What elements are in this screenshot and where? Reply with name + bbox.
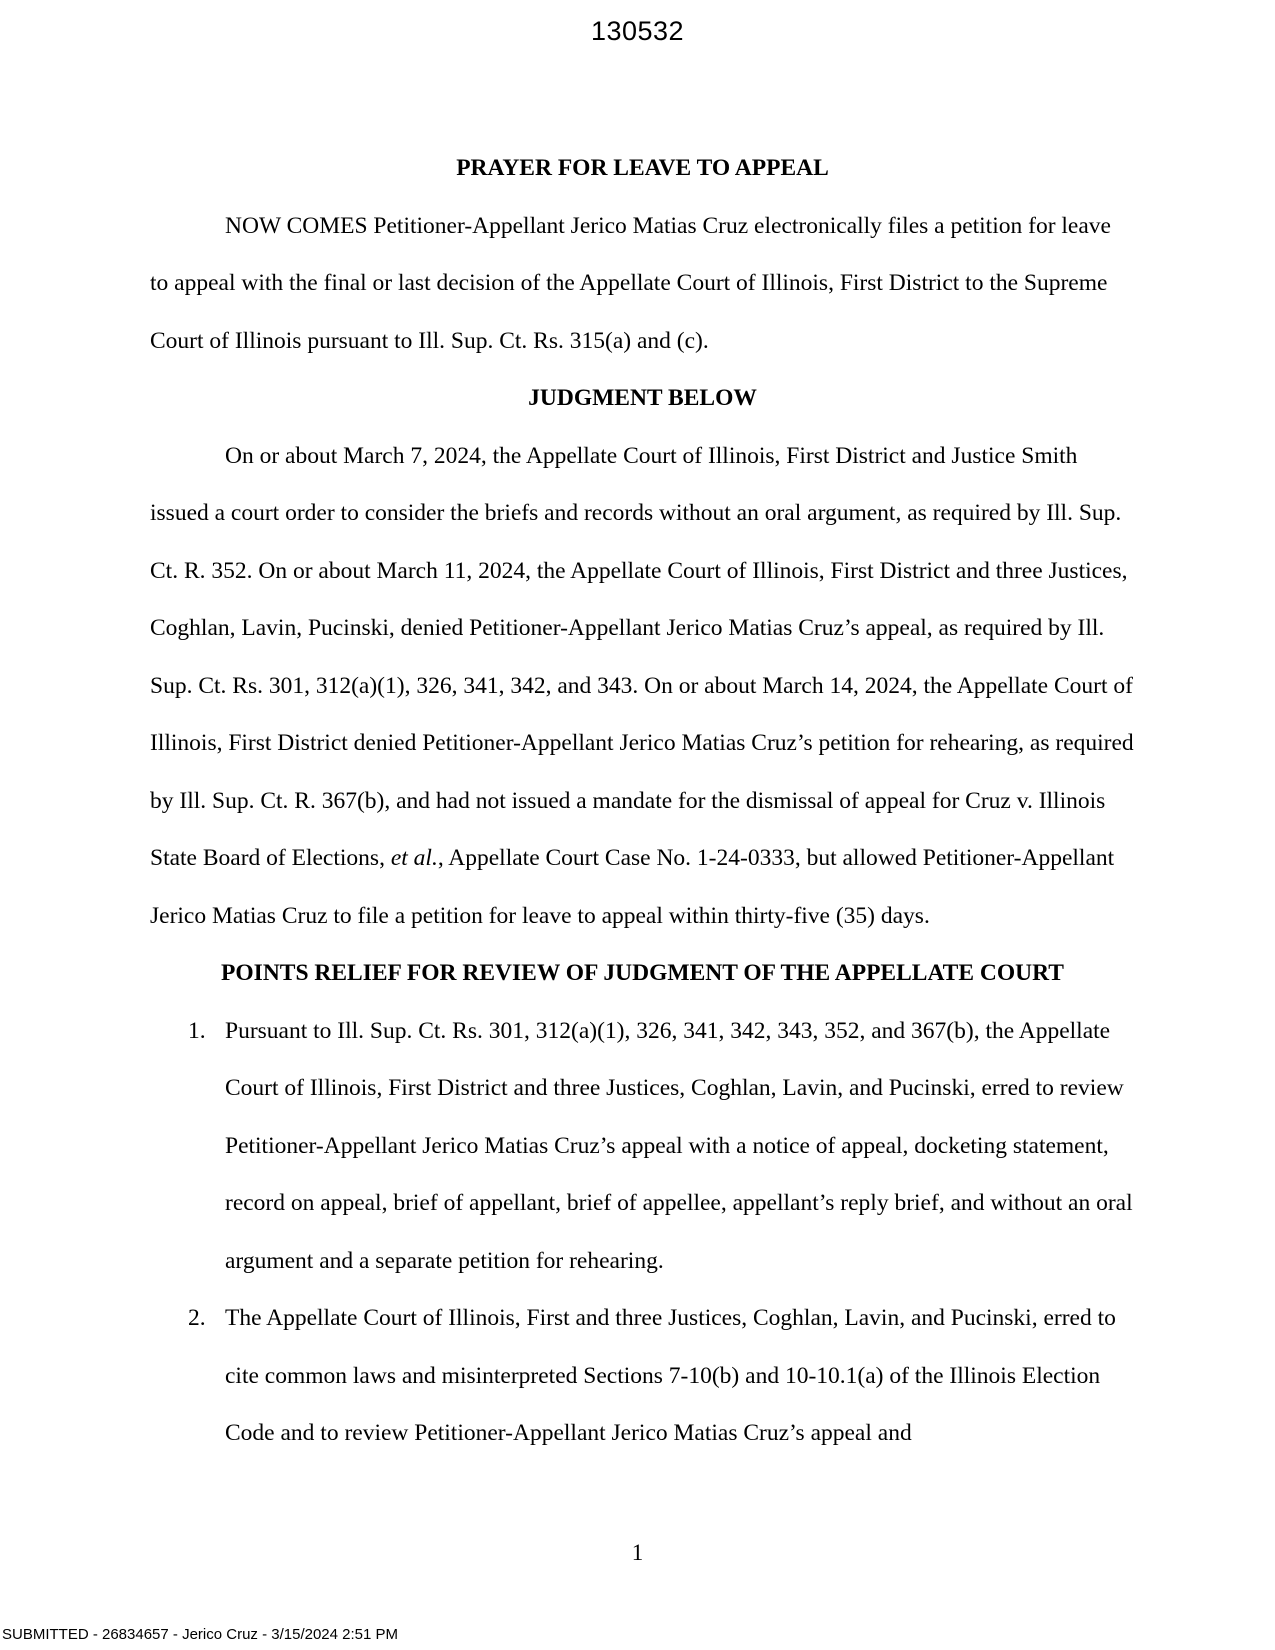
points-heading: POINTS RELIEF FOR REVIEW OF JUDGMENT OF THE APPELLATE COURT bbox=[221, 960, 1064, 986]
judgment-text-part-2: , Appellate Court Case No. 1-24-0333, but allowed Petitioner-Appellant Jerico Matias Cruz to file a petition for leave to appeal within thirty-five (35) days. bbox=[150, 845, 1115, 929]
prayer-heading: PRAYER FOR LEAVE TO APPEAL bbox=[456, 155, 829, 181]
point-text: Pursuant to Ill. Sup. Ct. Rs. 301, 312(a)(1), 326, 341, 342, 343, 352, and 367(b), the Appellate Court of Illinois, First District and three Justices, Coghlan, Lavin, and Pucinski, erred to review Petitioner-Appellant Jerico Matias Cruz’s appeal with a notice of appeal, docketing statement, record on appeal, brief of appellant, brief of appellee, appellant’s reply brief, and without an oral argument and a separate petition for rehearing. bbox=[225, 1017, 1133, 1274]
judgment-et-al: et al. bbox=[390, 845, 438, 871]
point-item bbox=[150, 1003, 1135, 1291]
document-id: 130532 bbox=[590, 16, 685, 46]
document-body bbox=[150, 140, 1135, 1463]
judgment-paragraph bbox=[150, 428, 1135, 946]
point-number: 1. bbox=[188, 1017, 206, 1044]
submission-stamp: SUBMITTED - 26834657 - Jerico Cruz - 3/15/2024 2:51 PM bbox=[2, 1626, 399, 1643]
page-number: 1 bbox=[631, 1540, 644, 1565]
point-number: 2. bbox=[188, 1305, 206, 1331]
point-item bbox=[150, 1290, 1135, 1463]
judgment-text-part-1: On or about March 7, 2024, the Appellate Court of Illinois, First District and Justice Smith issued a court order to consider the briefs and records without an oral argument, as required by Ill. Sup. Ct. R. 352. On or about March 11, 2024, the Appellate Court of Illinois, First District and three Justices, Coghlan, Lavin, Pucinski, denied Petitioner-Appellant Jerico Matias Cruz’s appeal, as required by Ill. Sup. Ct. Rs. 301, 312(a)(1), 326, 341, 342, and 343. On or about March 14, 2024, the Appellate Court of Illinois, First District denied Petitioner-Appellant Jerico Matias Cruz’s petition for rehearing, as required by Ill. Sup. Ct. R. 367(b), and had not issued a mandate for the dismissal of appeal for Cruz v. Illinois State Board of Elections, bbox=[150, 442, 1134, 871]
points-list bbox=[150, 1003, 1135, 1463]
prayer-paragraph: NOW COMES Petitioner-Appellant Jerico Matias Cruz electronically files a petition for leave to appeal with the final or last decision of the Appellate Court of Illinois, First District to the Supreme Court of Illinois pursuant to Ill. Sup. Ct. Rs. 315(a) and (c). bbox=[150, 212, 1111, 354]
point-text: The Appellate Court of Illinois, First and three Justices, Coghlan, Lavin, and Pucinski, erred to cite common laws and misinterpreted Sections 7-10(b) and 10-10.1(a) of the Illinois Election Code and to review Petitioner-Appellant Jerico Matias Cruz’s appeal and bbox=[225, 1305, 1116, 1446]
judgment-heading: JUDGMENT BELOW bbox=[528, 385, 757, 411]
